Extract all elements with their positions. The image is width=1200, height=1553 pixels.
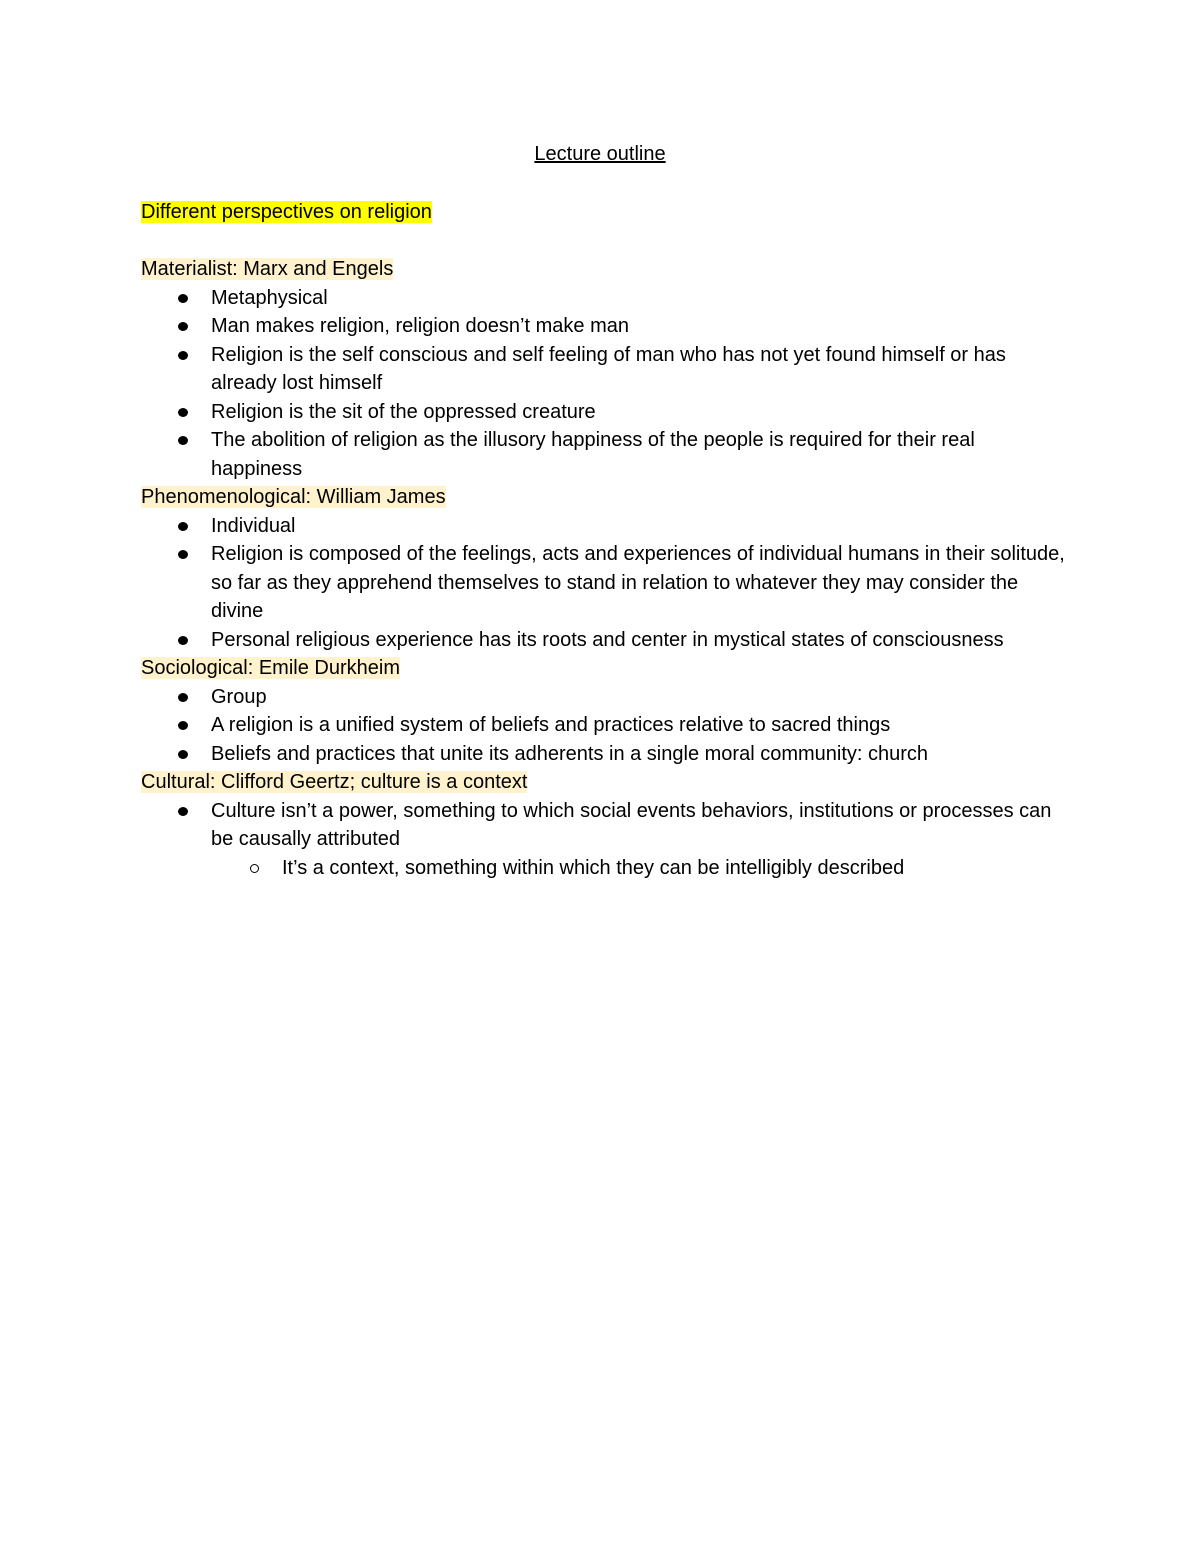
section-heading-materialist: Materialist: Marx and Engels (141, 258, 394, 280)
bullet-icon (178, 750, 188, 759)
sub-list-item: It’s a context, something within which they can be intelligibly described (282, 854, 1071, 883)
intro-heading (141, 198, 1071, 227)
list-item: The abolition of religion as the illusory happiness of the people is required for their real happiness (211, 426, 1071, 483)
hollow-bullet-icon (250, 864, 259, 873)
title-text: Lecture outline (534, 143, 666, 165)
list-item: A religion is a unified system of beliefs and practices relative to sacred things (211, 711, 1071, 740)
list-item: Culture isn’t a power, something to which social events behaviors, institutions or processes can be causally attributed It’s a context, something within which they can be intelligibly described (211, 797, 1071, 883)
bullet-icon (178, 807, 188, 816)
bullet-icon (178, 636, 188, 645)
section-heading-cultural: Cultural: Clifford Geertz; culture is a context (141, 771, 528, 793)
list-item: Personal religious experience has its roots and center in mystical states of consciousness (211, 626, 1071, 655)
list-item: Group (211, 683, 1071, 712)
list-item: Beliefs and practices that unite its adherents in a single moral community: church (211, 740, 1071, 769)
bullet-icon (178, 550, 188, 559)
cultural-sublist (211, 854, 1071, 883)
intro-heading-text: Different perspectives on religion (141, 201, 432, 223)
document-title (0, 141, 1200, 167)
list-item: Man makes religion, religion doesn’t make man (211, 312, 1071, 341)
bullet-icon (178, 351, 188, 360)
section-heading-sociological: Sociological: Emile Durkheim (141, 657, 400, 679)
bullet-icon (178, 294, 188, 303)
sociological-list (141, 683, 1071, 769)
section-heading-phenomenological: Phenomenological: William James (141, 486, 446, 508)
bullet-icon (178, 322, 188, 331)
bullet-icon (178, 408, 188, 417)
document-body (141, 198, 1071, 882)
bullet-icon (178, 436, 188, 445)
cultural-list (141, 797, 1071, 883)
bullet-icon (178, 721, 188, 730)
list-item: Religion is composed of the feelings, acts and experiences of individual humans in their solitude, so far as they apprehend themselves to stand in relation to whatever they may consider the divine (211, 540, 1071, 626)
bullet-icon (178, 693, 188, 702)
list-item: Individual (211, 512, 1071, 541)
materialist-list (141, 284, 1071, 484)
phenomenological-list (141, 512, 1071, 655)
list-item: Religion is the self conscious and self feeling of man who has not yet found himself or has already lost himself (211, 341, 1071, 398)
bullet-icon (178, 522, 188, 531)
list-item: Religion is the sit of the oppressed creature (211, 398, 1071, 427)
list-item: Metaphysical (211, 284, 1071, 313)
